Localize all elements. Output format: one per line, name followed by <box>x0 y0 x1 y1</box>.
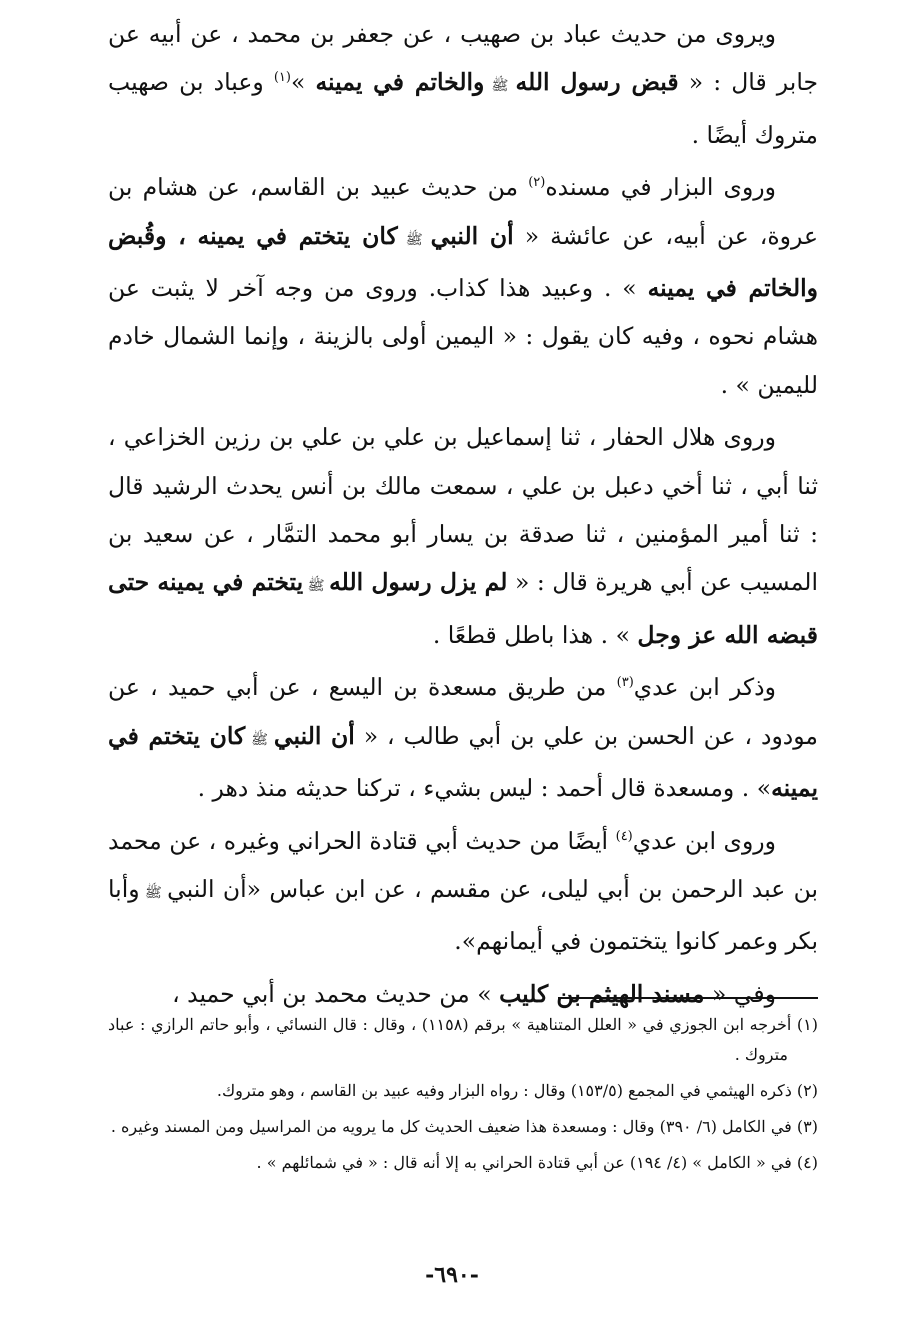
text-segment: » . وعبيد هذا كذاب. وروى من وجه آخر لا يثبت عن هشام نحوه ، وفيه كان يقول : « اليمين أولى بالزينة ، وإنما الشمال خادم لليمين » . <box>108 274 818 399</box>
bold-text-segment: أن النبي <box>273 721 355 750</box>
paragraph-3 <box>108 413 818 659</box>
footnote-marker: (٢) <box>528 175 546 191</box>
footnote-4: (٤) في « الكامل » (٤/ ١٩٤) عن أبي قتادة الحراني به إلا أنه قال : « في شمائلهم » . <box>256 1153 818 1172</box>
text-segment: أيضًا من حديث أبي قتادة الحراني وغيره ، عن محمد بن عبد الرحمن بن أبي ليلى، عن مقسم ، عن ابن عباس «أن النبي <box>108 826 818 903</box>
footnote-marker: (١) <box>273 70 291 86</box>
text-segment: وروى ابن عدي <box>632 826 776 855</box>
bold-text-segment: أن النبي <box>430 221 514 250</box>
bold-text-segment: قبض رسول الله <box>515 68 679 97</box>
text-segment: وروى البزار في مسنده <box>545 173 776 202</box>
text-segment: وعباد بن صهيب متروك أيضًا . <box>108 68 818 149</box>
text-segment: » من حديث محمد بن أبي حميد ، <box>172 979 500 1008</box>
text-segment: من طريق مسعدة بن اليسع ، عن أبي حميد ، عن مودود ، عن الحسن بن علي بن أبي طالب ، « <box>108 673 819 750</box>
text-segment: وذكر ابن عدي <box>633 673 776 702</box>
honorific-glyph: ﷺ <box>139 884 168 901</box>
text-segment: » . ومسعدة قال أحمد : ليس بشيء ، تركنا حديثه منذ دهر . <box>197 774 772 803</box>
paragraph-4 <box>108 663 818 812</box>
honorific-glyph: ﷺ <box>397 231 431 248</box>
bold-text-segment: مسند الهيثم بن كليب <box>499 979 705 1008</box>
footnote-3: (٣) في الكامل (٦/ ٣٩٠) وقال : ومسعدة هذا ضعيف الحديث كل ما يرويه من المراسيل ومن المسند وغيره . <box>110 1117 818 1136</box>
honorific-glyph: ﷺ <box>303 578 330 595</box>
bold-text-segment: كان يتختم في يمينه <box>108 721 818 803</box>
honorific-glyph: ﷺ <box>245 731 274 748</box>
footnote-marker: (٤) <box>615 828 633 844</box>
bold-text-segment: والخاتم في يمينه <box>315 68 485 97</box>
main-text <box>108 10 818 1018</box>
footnote-separator <box>558 997 818 999</box>
paragraph-1 <box>108 10 818 159</box>
text-segment: من حديث عبيد بن القاسم، عن هشام بن عروة، عن أبيه، عن عائشة « <box>108 173 819 250</box>
text-segment: وأبا بكر وعمر كانوا يتختمون في أيمانهم». <box>108 874 818 956</box>
footnotes <box>108 1010 818 1184</box>
footnote-2: (٢) ذكره الهيثمي في المجمع (١٥٣/٥) وقال : رواه البزار وفيه عبيد بن القاسم ، وهو متروك. <box>216 1081 818 1100</box>
footnote-1: (١) أخرجه ابن الجوزي في « العلل المتناهية » برقم (١١٥٨) ، وقال : قال النسائي ، وأبو حاتم الرازي : عباد متروك . <box>108 1015 818 1064</box>
bold-text-segment: كان يتختم في يمينه ، وقُبض والخاتم في يمينه <box>108 221 818 303</box>
footnote-marker: (٣) <box>616 675 634 691</box>
text-segment: وفي « <box>704 979 776 1008</box>
honorific-glyph: ﷺ <box>484 78 516 95</box>
text-segment: ويروى من حديث عباد بن صهيب ، عن جعفر بن محمد ، عن أبيه عن جابر قال : « <box>108 20 819 97</box>
text-segment: » . هذا باطل قطعًا . <box>432 620 638 649</box>
page-number: -٦٩٠- <box>425 1262 479 1288</box>
bold-text-segment: يتختم في يمينه حتى قبضه الله عز وجل <box>108 568 818 649</box>
text-segment: » <box>290 68 316 97</box>
bold-text-segment: لم يزل رسول الله <box>329 568 508 597</box>
text-segment: وروى هلال الحفار ، ثنا إسماعيل بن علي بن علي بن رزين الخزاعي ، ثنا أبي ، ثنا أخي دعبل بن علي ، سمعت مالك بن أنس يحدث الرشيد قال : ثنا أمير المؤمنين ، ثنا صدقة بن يسار أبو محمد التمَّار ، عن سعيد بن المسيب عن أبي هريرة قال : « <box>108 423 818 597</box>
paragraph-2 <box>108 163 818 409</box>
paragraph-5 <box>108 817 818 966</box>
